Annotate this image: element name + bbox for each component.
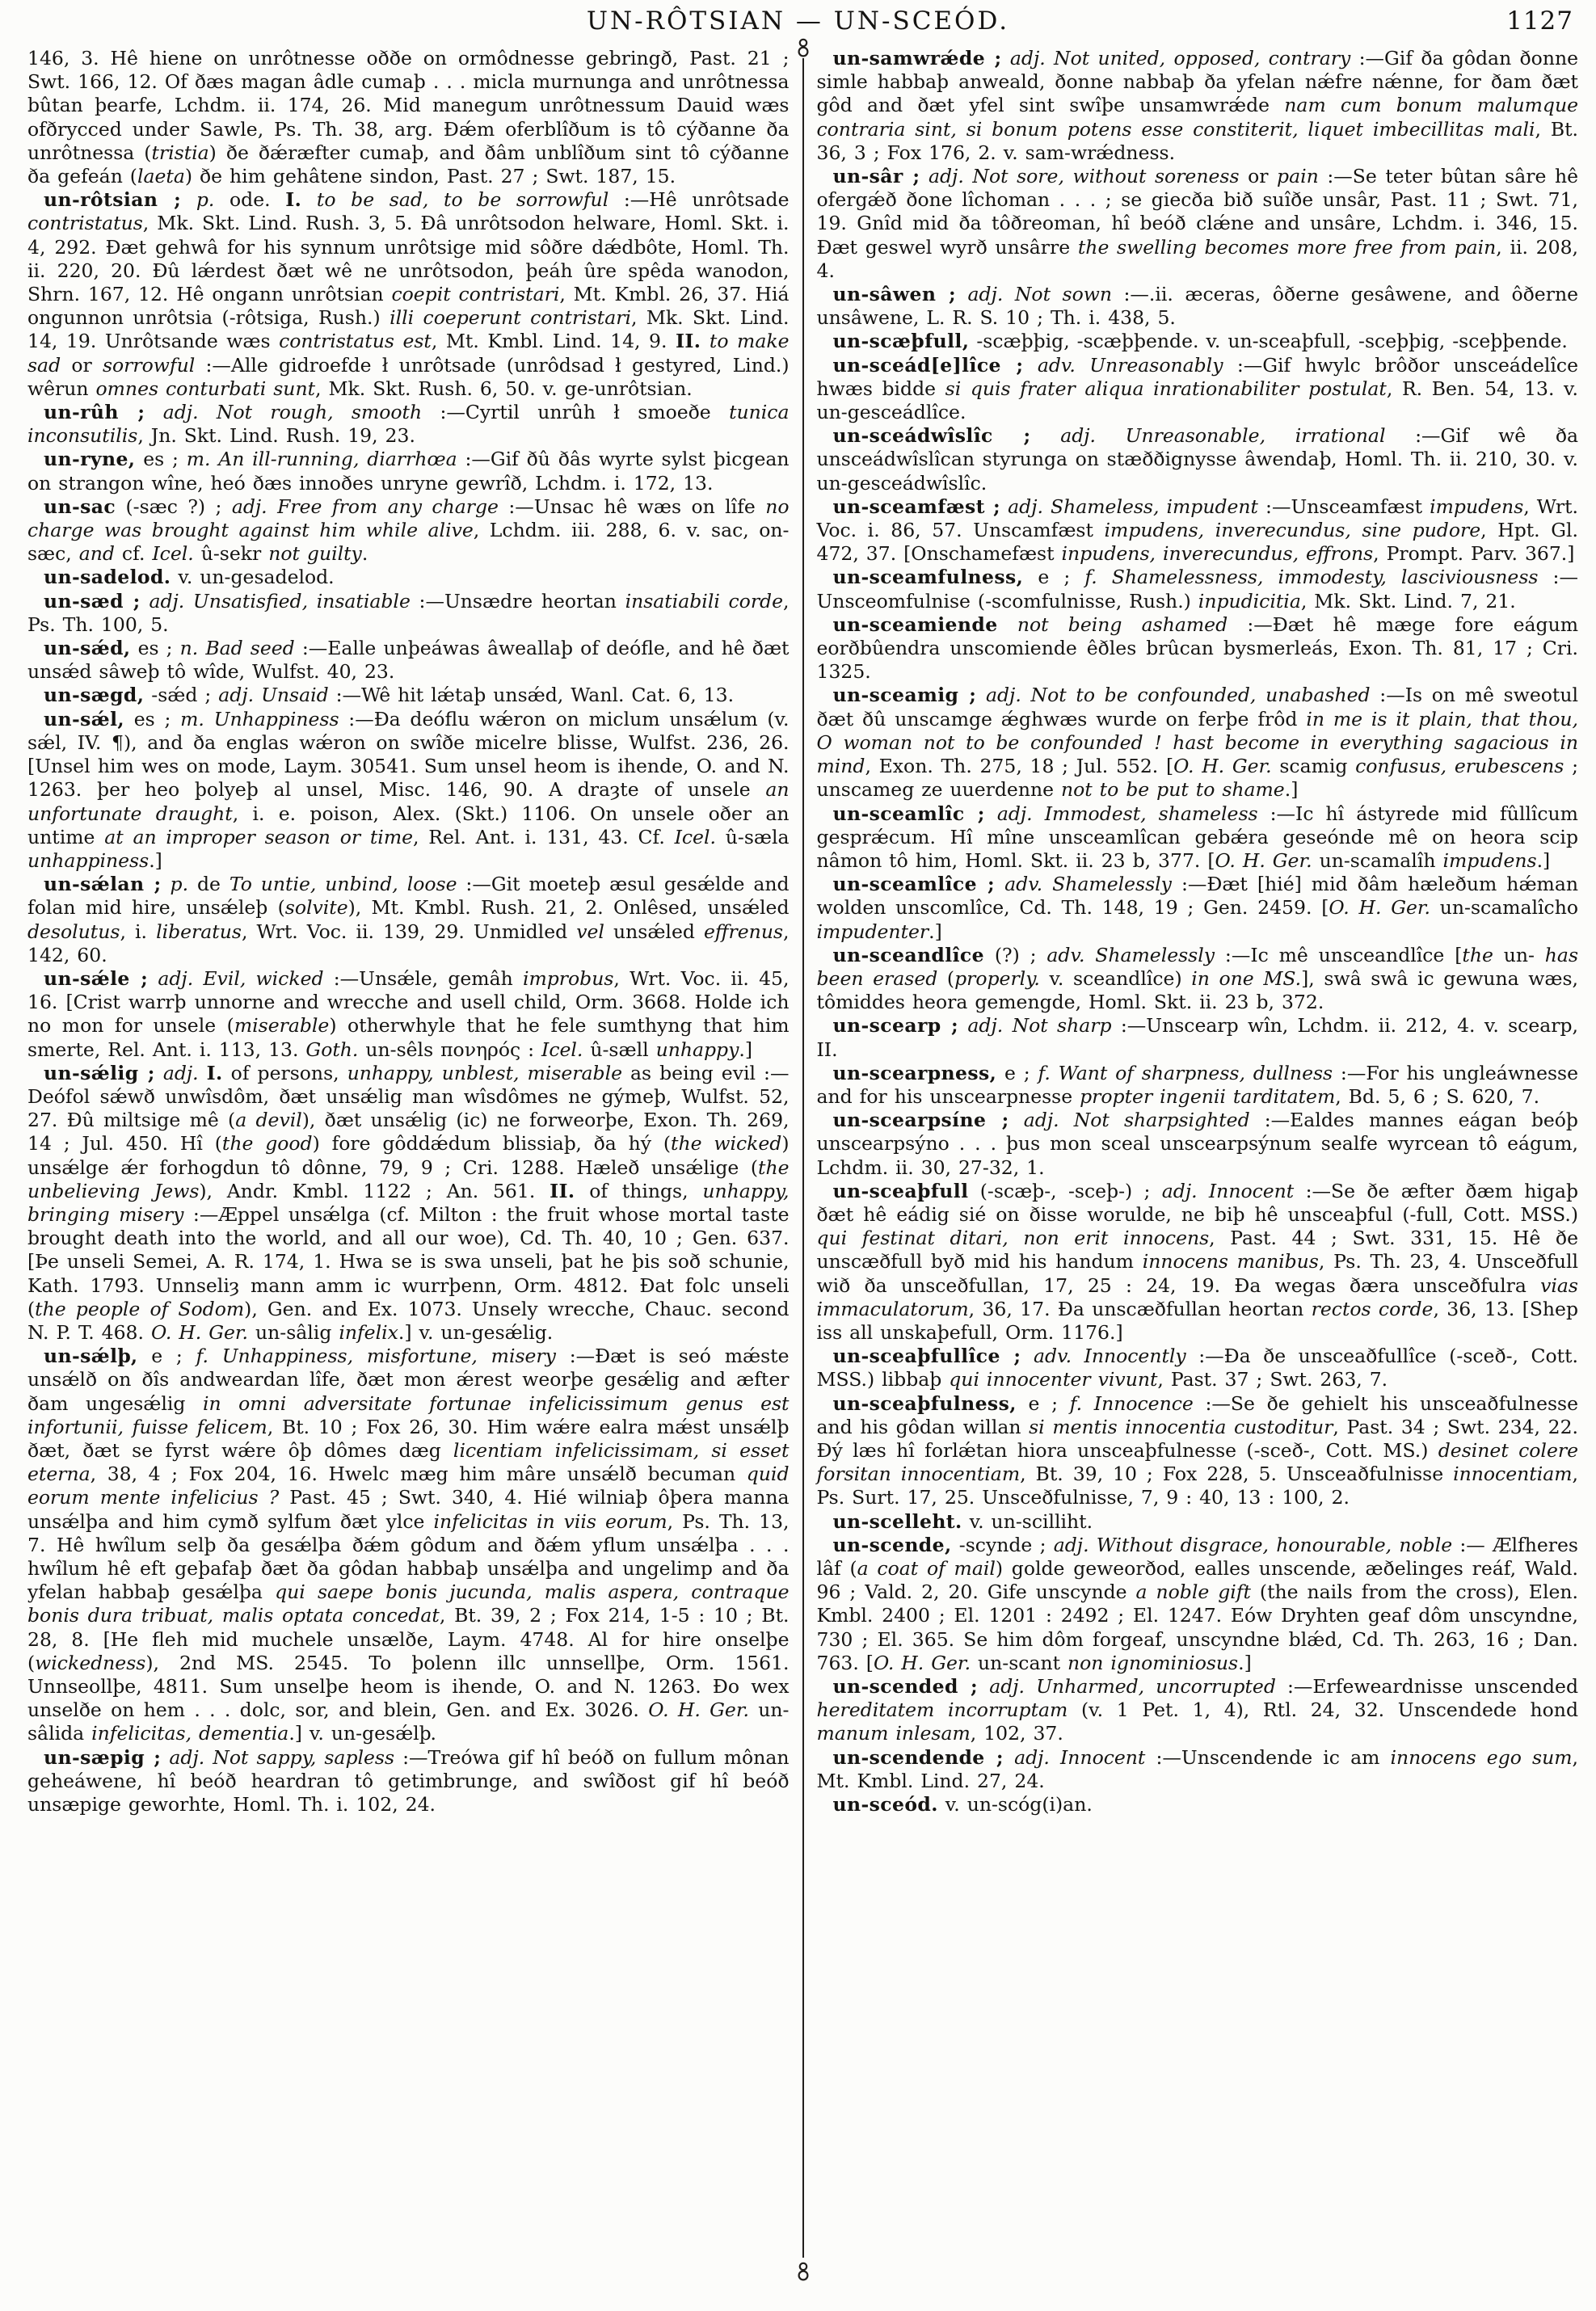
dictionary-entry: un-scelleht. v. un-scilliht. bbox=[832, 1509, 1093, 1533]
dictionary-entry: un-sceamfæst ; adj. Shameless, impudent :—Unsceamfæst impudens, Wrt. Voc. i. 86, 57. Unscamfæst impudens, inverecundus, sine pudore, Hpt. Gl. 472, 37. [Onschamefæst inpudens, inverecundus, effrons, Prompt. Parv. 367.] bbox=[816, 495, 1578, 566]
dictionary-entry: un-sægd, -sǽd ; adj. Unsaid :—Wê hit lǽtaþ unsǽd, Wanl. Cat. 6, 13. bbox=[44, 684, 735, 707]
dictionary-entry: un-sceamfulness, e ; f. Shamelessness, immodesty, lasciviousness :— Unsceomfulnise (-scomfulnisse, Rush.) inpudicitia, Mk. Skt. Lind. 7, 21. bbox=[816, 566, 1578, 612]
dictionary-entry: un-scended ; adj. Unharmed, uncorrupted :—Erfeweardnisse unscended hereditatem incorruptam (v. 1 Pet. 1, 4), Rtl. 24, 32. Unscendede hond manum inlesam, 102, 37. bbox=[816, 1675, 1578, 1745]
dictionary-entry: un-sceamig ; adj. Not to be confounded, unabashed :—Is on mê sweotul ðæt ðû unscamge ǽghwæs wurde on ferþe frôd in me is it plain, that thou, O woman not to be confounded ! hast become in everything sagacious in mind, Exon. Th. 275, 18 ; Jul. 552. [O. H. Ger. scamig confusus, erubescens ; unscameg ze uuerdenne not to be put to shame.] bbox=[816, 684, 1578, 802]
dictionary-entry: un-sceód. v. un-scóg(i)an. bbox=[832, 1793, 1093, 1816]
dictionary-entry: un-sæpig ; adj. Not sappy, sapless :—Treówa gif hî beóð on fullum mônan geheáwene, hî beóð heardran tô getimbrunge, and swîðost gif hî beóð unsæpige geworhte, Homl. Th. i. 102, 24. bbox=[27, 1745, 790, 1816]
dictionary-entry: un-scæþfull, -scæþþig, -scæþþende. v. un-sceaþfull, -sceþþig, -sceþþende. bbox=[832, 330, 1568, 353]
column-divider-rule bbox=[802, 58, 804, 2258]
dictionary-entry: un-sac (-sæc ?) ; adj. Free from any charge :—Unsac hê wæs on lîfe no charge was brought against him while alive, Lchdm. iii. 288, 6. v. sac, on-sæc, and cf. Icel. û-sekr not guilty. bbox=[27, 495, 790, 566]
dictionary-entry: un-sadelod. v. un-gesadelod. bbox=[44, 566, 335, 589]
dictionary-entry: un-scearpness, e ; f. Want of sharpness, dullness :—For his ungleáwnesse and for his unscearpnesse propter ingenii tarditatem, Bd. 5, 6 ; S. 620, 7. bbox=[816, 1061, 1578, 1108]
dictionary-entry: un-samwrǽde ; adj. Not united, opposed, contrary :—Gif ða gôdan ðonne simle habbaþ anweald, ðonne nabbaþ ða yfelan nǽfre nǽnne, for ðam ðæt gôd and ðæt yfel sint swîþe unsamwrǽde nam cum bonum malumque contraria sint, si bonum potens esse constiterit, liquet imbecillitas mali, Bt. 36, 3 ; Fox 176, 2. v. sam-wrǽdness. bbox=[816, 47, 1579, 164]
dictionary-entry: un-scende, -scynde ; adj. Without disgrace, honourable, noble :— Ælfheres lâf (a coat of mail) golde geweorðod, ealles unscende, æðelinges reáf, Wald. 96 ; Vald. 2, 20. Gife unscynde a noble gift (the nails from the cross), Elen. Kmbl. 2400 ; El. 1201 : 2492 ; El. 1247. Eów Dryhten geaf dôm unscyndne, 730 ; El. 365. Se him dôm forgeaf, unscyndne blǽd, Cd. Th. 263, 16 ; Dan. 763. [O. H. Ger. un-scant non ignominiosus.] bbox=[816, 1533, 1578, 1674]
left-column bbox=[27, 47, 802, 2290]
running-title: UN-RÔTSIAN — UN-SCEÓD. bbox=[586, 6, 1010, 36]
dictionary-entry: un-sceaþfullîce ; adv. Innocently :—Ða ðe unsceaðfullîce (-sceð-, Cott. MSS.) libbaþ qui innocenter vivunt, Past. 37 ; Swt. 263, 7. bbox=[816, 1345, 1578, 1391]
divider-ornament-icon bbox=[797, 2261, 810, 2282]
dictionary-entry: un-scearp ; adj. Not sharp :—Unscearp wîn, Lchdm. ii. 212, 4. v. scearp, II. bbox=[816, 1014, 1579, 1061]
dictionary-entry: un-sǽlþ, e ; f. Unhappiness, misfortune, misery :—Ðæt is seó mǽste unsǽlð on ðîs andweardan lîfe, ðæt mon ǽrest weorþe gesǽlig and æfter ðam ungesǽlig in omni adversitate fortunae infelicissimum genus est infortunii, fuisse felicem, Bt. 10 ; Fox 26, 30. Him wǽre ealra mǽst unsǽlþ ðæt, ðæt se fyrst wǽre ôþ dômes dæg licentiam infelicissimam, si esset eterna, 38, 4 ; Fox 204, 16. Hwelc mæg him mâre unsǽlð becuman quid eorum mente infelicius ? Past. 45 ; Swt. 340, 4. Hié wilniaþ ôþera manna unsǽlþa and him cymð sylfum ðæt ylce infelicitas in viis eorum, Ps. Th. 13, 7. Hê hwîlum selþ ða gesǽlþa ðǽm gôdum and ðǽm yflum unsǽlþa . . . hwîlum hê eft geþafaþ ðæt ða gôdan habbaþ unsǽlþa and ungelimp and ða yfelan habbaþ gesǽlþa qui saepe bonis jucunda, malis aspera, contraque bonis dura tribuat, malis optata concedat, Bt. 39, 2 ; Fox 214, 1-5 : 10 ; Bt. 28, 8. [He fleh mid muchele unsælðe, Laym. 4748. Al for hire onselþe (wickedness), 2nd MS. 2545. To þolenn illc unnsellþe, Orm. 1561. Unnseollþe, 4811. Sum unselþe heom is ihende, O. and N. 1263. Ðo wex unselðe on hem . . . dolc, sor, and blein, Gen. and Ex. 3026. O. H. Ger. un-sâlida infelicitas, dementia.] v. un-gesǽlþ. bbox=[27, 1345, 790, 1745]
dictionary-entry: un-scearpsíne ; adj. Not sharpsighted :—Ealdes mannes eágan beóþ unscearpsýno . . . þus mon sceal unscearpsýnum sealfe wyrcean tô eágum, Lchdm. ii. 30, 27-32, 1. bbox=[816, 1109, 1578, 1179]
dictionary-entry: un-sǽlan ; p. de To untie, unbind, loose :—Git moeteþ æsul gesǽlde and folan mid hire, unsǽleþ (solvite), Mt. Kmbl. Rush. 21, 2. Onlêsed, unsǽled desolutus, i. liberatus, Wrt. Voc. ii. 139, 29. Unmidled vel unsǽled effrenus, 142, 60. bbox=[27, 873, 790, 966]
dictionary-entry: un-scendende ; adj. Innocent :—Unscendende ic am innocens ego sum, Mt. Kmbl. Lind. 27, 24. bbox=[816, 1745, 1578, 1792]
dictionary-entry: un-sceamiende not being ashamed :—Ðæt hê mæge fore eágum eorðbûendra unscomiende êðles brûcan bysmerleás, Exon. Th. 81, 17 ; Cri. 1325. bbox=[816, 612, 1578, 684]
dictionary-entry: un-rûh ; adj. Not rough, smooth :—Cyrtil unrûh ł smoeðe tunica inconsutilis, Jn. Skt. Lind. Rush. 19, 23. bbox=[27, 401, 790, 448]
text-block bbox=[27, 47, 1578, 2290]
dictionary-entry: un-ryne, es ; m. An ill-running, diarrhœa :—Gif ðû ðâs wyrte sylst þicgean on strangon wîne, heó ðæs innoðes unryne gewrîð, Lchdm. i. 172, 13. bbox=[27, 448, 790, 495]
right-column bbox=[804, 47, 1579, 2290]
divider-ornament-icon bbox=[797, 37, 810, 58]
dictionary-entry: un-sceandlîce (?) ; adv. Shamelessly :—Ic mê unsceandlîce [the un- has been erased (properly. v. sceandlîce) in one MS.], swâ swâ ic gewuna wæs, tômiddes heora gemengde, Homl. Skt. ii. 23 b, 372. bbox=[816, 943, 1579, 1014]
dictionary-entry: 146, 3. Hê hiene on unrôtnesse oððe on ormôdnesse gebringð, Past. 21 ; Swt. 166, 12. Of ðæs magan âdle cumaþ . . . micla murnunga and unrôtnessa bûtan þearfe, Lchdm. ii. 174, 26. Mid manegum unrôtnessum Dauid wæs ofðrycced under Sawle, Ps. Th. 38, arg. Ðǽm oferblîðum is tô cýðanne ða unrôtnessa (tristia) ðe ðǽræfter cumaþ, and ðâm unblîðum sint tô cýðanne ða gefeán (laeta) ðe him gehâtene sindon, Past. 27 ; Swt. 187, 15. bbox=[27, 47, 790, 188]
dictionary-entry: un-sǽl, es ; m. Unhappiness :—Ða deóflu wǽron on miclum unsǽlum (v. sǽl, IV. ¶), and ða englas wǽron on swîðe micelre blisse, Wulfst. 236, 26. [Unsel him wes on mode, Laym. 30541. Sum unsel heom is ihende, O. and N. 1263. þer heo þolyeþ al unsel, Misc. 146, 90. A draȝte of unsele an unfortunate draught, i. e. poison, Alex. (Skt.) 1106. On unsele oðer an untime at an improper season or time, Rel. Ant. i. 131, 43. Cf. Icel. û-sæla unhappiness.] bbox=[27, 707, 790, 872]
dictionary-entry: un-sâr ; adj. Not sore, without soreness or pain :—Se teter bûtan sâre hê ofergǽð ðone lîchoman . . . ; se giecða bið suîðe unsâr, Past. 11 ; Swt. 71, 19. Gnîd mid ða tôðreoman, hî beóð clǽne and unsâre, Lchdm. i. 346, 15. Ðæt geswel wyrð unsârre the swelling becomes more free from pain, ii. 208, 4. bbox=[816, 165, 1578, 282]
dictionary-entry: un-rôtsian ; p. ode. I. to be sad, to be sorrowful :—Hê unrôtsade contristatus, Mk. Skt. Lind. Rush. 3, 5. Ðâ unrôtsodon helware, Homl. Skt. i. 4, 292. Ðæt gehwâ for his synnum unrôtsige mid sôðre dǽdbôte, Homl. Th. ii. 220, 20. Ðû lǽrdest ðæt wê ne unrôtsodon, þeáh ûre spêda wanodon, Shrn. 167, 12. Hê ongann unrôtsian coepit contristari, Mt. Kmbl. 26, 37. Hiá ongunnon unrôtsia (-rôtsiga, Rush.) illi coeperunt contristari, Mk. Skt. Lind. 14, 19. Unrôtsande wæs contristatus est, Mt. Kmbl. Lind. 14, 9. II. to make sad or sorrowful :—Alle gidroefde ł unrôtsade (unrôdsad ł gestyred, Lind.) wêrun omnes conturbati sunt, Mk. Skt. Rush. 6, 50. v. ge-unrôtsian. bbox=[27, 188, 790, 400]
dictionary-entry: un-sceaþfulness, e ; f. Innocence :—Se ðe gehielt his unsceaðfulnesse and his gôdan willan si mentis innocentia custoditur, Past. 34 ; Swt. 234, 22. Ðý læs hî forlǽtan hiora unsceaþfulnesse (-sceð-, Cott. MS.) desinet colere forsitan innocentiam, Bt. 39, 10 ; Fox 228, 5. Unsceaðfulnisse innocentiam, Ps. Surt. 17, 25. Unsceðfulnisse, 7, 9 : 40, 13 : 100, 2. bbox=[816, 1391, 1579, 1509]
dictionary-entry: un-sæd ; adj. Unsatisfied, insatiable :—Unsædre heortan insatiabili corde, Ps. Th. 100, 5. bbox=[27, 589, 790, 636]
dictionary-entry: un-sceamlîce ; adv. Shamelessly :—Ðæt [hié] mid ðâm hæleðum hǽman wolden unscomlîce, Cd. Th. 148, 19 ; Gen. 2459. [O. H. Ger. un-scamalîcho impudenter.] bbox=[816, 873, 1578, 943]
page-number: 1127 bbox=[1506, 6, 1573, 36]
dictionary-entry: un-sceádwîslîc ; adj. Unreasonable, irrational :—Gif wê ða unsceádwîslîcan styrunga on stæððignysse âwendaþ, Homl. Th. ii. 210, 30. v. un-gesceádwîslîc. bbox=[816, 424, 1578, 495]
dictionary-entry: un-sǽlig ; adj. I. of persons, unhappy, unblest, miserable as being evil :—Deófol sǽwð unwîsdôm, ðæt unsǽlig man wîsdômes ne gýmeþ, Wulfst. 52, 27. Ðû miltsige mê (a devil), ðæt unsǽlig (ic) ne forweorþe, Exon. Th. 269, 14 ; Jul. 450. Hî (the good) fore gôddǽdum blissiaþ, ða hý (the wicked) unsǽlge ǽr forhogdun tô dônne, 79, 9 ; Cri. 1288. Hæleð unsǽlige (the unbelieving Jews), Andr. Kmbl. 1122 ; An. 561. II. of things, unhappy, bringing misery :—Æppel unsǽlga (cf. Milton : the fruit whose mortal taste brought death into the world, and all our woe), Cd. Th. 40, 10 ; Gen. 637. [Þe unseli Semei, A. R. 174, 1. Hwa se is swa unseli, þat he þis soð schunie, Kath. 1793. Unnseliȝ mann amm ic wurrþenn, Orm. 4812. Ðat folc unseli (the people of Sodom), Gen. and Ex. 1073. Unsely wrecche, Chauc. second N. P. T. 468. O. H. Ger. un-sâlig infelix.] v. un-gesǽlig. bbox=[27, 1061, 790, 1344]
dictionary-entry: un-sceamlîc ; adj. Immodest, shameless :—Ic hî ástyrede mid fûllîcum gesprǽcum. Hî mîne unsceamlîcan gebǽra geseónde mê on heora scip nâmon tô him, Homl. Skt. ii. 23 b, 377. [O. H. Ger. un-scamalîh impudens.] bbox=[816, 802, 1578, 872]
dictionary-entry: un-sceaþfull (-scæþ-, -sceþ-) ; adj. Innocent :—Se ðe æfter ðæm higaþ ðæt hê eádig sié on ðisse worulde, ne biþ hê unsceaþful (-full, Cott. MSS.) qui festinat ditari, non erit innocens, Past. 44 ; Swt. 331, 15. Hê ðe unscæðfull byð mid his handum innocens manibus, Ps. Th. 23, 4. Unsceðfull wið ða unsceðfullan, 17, 25 : 24, 19. Ða wegas ðæra unsceðfulra vias immaculatorum, 36, 17. Ða unscæðfullan heortan rectos corde, 36, 13. [Shep iss all unskaþefull, Orm. 1176.] bbox=[816, 1179, 1579, 1344]
dictionary-entry: un-sǽle ; adj. Evil, wicked :—Unsǽle, gemâh improbus, Wrt. Voc. ii. 45, 16. [Crist warrþ unnorne and wrecche and usell child, Orm. 3668. Holde ich no mon for unsele (miserable) otherwhyle that he fele sumthyng that him smerte, Rel. Ant. i. 113, 13. Goth. un-sêls πονηρός : Icel. û-sæll unhappy.] bbox=[27, 966, 790, 1061]
dictionary-entry: un-sǽd, es ; n. Bad seed :—Ealle unþeáwas âweallaþ of deófle, and hê ðæt unsǽd sâweþ tô wîde, Wulfst. 40, 23. bbox=[27, 637, 790, 684]
dictionary-entry: un-sâwen ; adj. Not sown :—.ii. æceras, ôðerne gesâwene, and ôðerne unsâwene, L. R. S. 10 ; Th. i. 438, 5. bbox=[816, 283, 1578, 330]
dictionary-entry: un-sceád[e]lîce ; adv. Unreasonably :—Gif hwylc brôðor unsceádelîce hwæs bidde si quis frater aliqua inrationabiliter postulat, R. Ben. 54, 13. v. un-gesceádlîce. bbox=[816, 353, 1578, 424]
